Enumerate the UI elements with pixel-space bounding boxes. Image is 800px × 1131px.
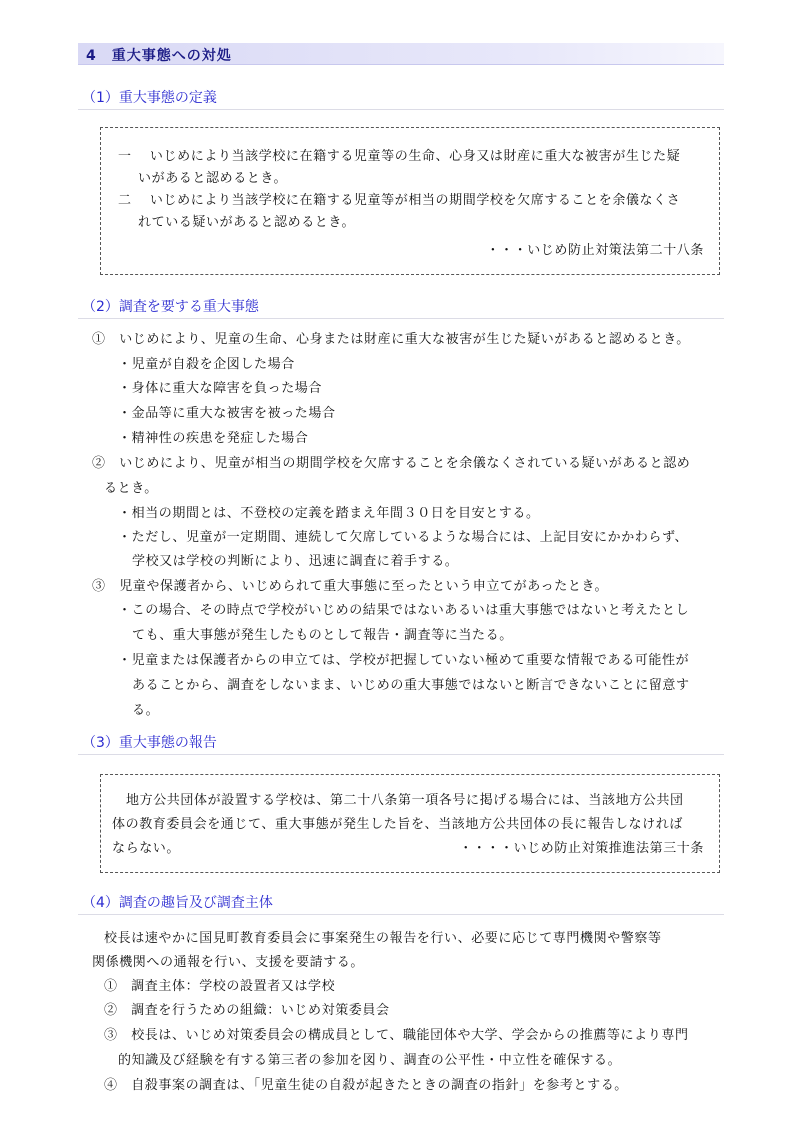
list-item: るとき。 xyxy=(104,481,158,496)
list-item: ② 調査を行うための組織：いじめ対策委員会 xyxy=(104,1003,390,1018)
list-item: ③ 校長は、いじめ対策委員会の構成員として、職能団体や大学、学会からの推薦等により専門 xyxy=(104,1028,689,1043)
subsection-3-heading: （3）重大事態の報告 xyxy=(78,733,724,755)
section-title: 4 重大事態への対処 xyxy=(86,48,232,64)
subsection-2-heading: （2）調査を要する重大事態 xyxy=(78,297,724,319)
definition-line: 一 いじめにより当該学校に在籍する児童等の生命、心身又は財産に重大な被害が生じた疑 xyxy=(118,149,681,164)
list-item: ① 調査主体：学校の設置者又は学校 xyxy=(104,979,336,994)
definition-line: れている疑いがあると認めるとき。 xyxy=(138,215,356,230)
list-item: ・身体に重大な障害を負った場合 xyxy=(118,381,323,396)
list-item: 学校又は学校の判断により、迅速に調査に着手する。 xyxy=(132,554,459,569)
list-item: ③ 児童や保護者から、いじめられて重大事態に至ったという申立てがあったとき。 xyxy=(92,579,609,594)
report-line: ならない。 xyxy=(112,841,181,856)
definition-citation: ・・・いじめ防止対策法第二十八条 xyxy=(486,243,704,258)
list-item: ・ただし、児童が一定期間、連続して欠席しているような場合には、上記目安にかかわらず、 xyxy=(118,530,689,545)
subsection-1-heading: （1）重大事態の定義 xyxy=(78,88,724,110)
body-line: 校長は速やかに国見町教育委員会に事案発生の報告を行い、必要に応じて専門機関や警察等 xyxy=(104,931,662,946)
list-item: ① いじめにより、児童の生命、心身または財産に重大な被害が生じた疑いがあると認めるとき。 xyxy=(92,332,690,347)
list-item: ② いじめにより、児童が相当の期間学校を欠席することを余儀なくされている疑いがあると認め xyxy=(92,456,691,471)
list-item: ・児童が自殺を企図した場合 xyxy=(118,357,295,372)
section-title-bar xyxy=(78,43,724,65)
definition-line: いがあると認めるとき。 xyxy=(138,171,288,186)
list-item: ・この場合、その時点で学校がいじめの結果ではないあるいは重大事態ではないと考えたとし xyxy=(118,603,690,618)
definition-line: 二 いじめにより当該学校に在籍する児童等が相当の期間学校を欠席することを余儀なくさ xyxy=(118,193,681,208)
body-line: 関係機関への通報を行い、支援を要請する。 xyxy=(92,955,365,970)
list-item: ④ 自殺事案の調査は、「児童生徒の自殺が起きたときの調査の指針」を参考とする。 xyxy=(104,1078,628,1093)
list-item: ・精神性の疾患を発症した場合 xyxy=(118,431,309,446)
list-item: ・相当の期間とは、不登校の定義を踏まえ年間３０日を目安とする。 xyxy=(118,506,540,521)
subsection-4-heading: （4）調査の趣旨及び調査主体 xyxy=(78,893,724,915)
list-item: ・金品等に重大な被害を被った場合 xyxy=(118,406,336,421)
list-item: ・児童または保護者からの申立ては、学校が把握していない極めて重要な情報である可能性が xyxy=(118,653,690,668)
report-citation: ・・・・いじめ防止対策推進法第三十条 xyxy=(459,841,704,856)
list-item: あることから、調査をしないまま、いじめの重大事態ではないと断言できないことに留意す xyxy=(132,678,690,693)
report-line: 地方公共団体が設置する学校は、第二十八条第一項各号に掲げる場合には、当該地方公共団 xyxy=(126,793,684,808)
list-item: ても、重大事態が発生したものとして報告・調査等に当たる。 xyxy=(132,628,513,643)
report-line: 体の教育委員会を通じて、重大事態が発生した旨を、当該地方公共団体の長に報告しなければ xyxy=(112,817,683,832)
list-item: 的知識及び経験を有する第三者の参加を図り、調査の公平性・中立性を確保する。 xyxy=(118,1053,622,1068)
list-item: る。 xyxy=(132,703,160,718)
